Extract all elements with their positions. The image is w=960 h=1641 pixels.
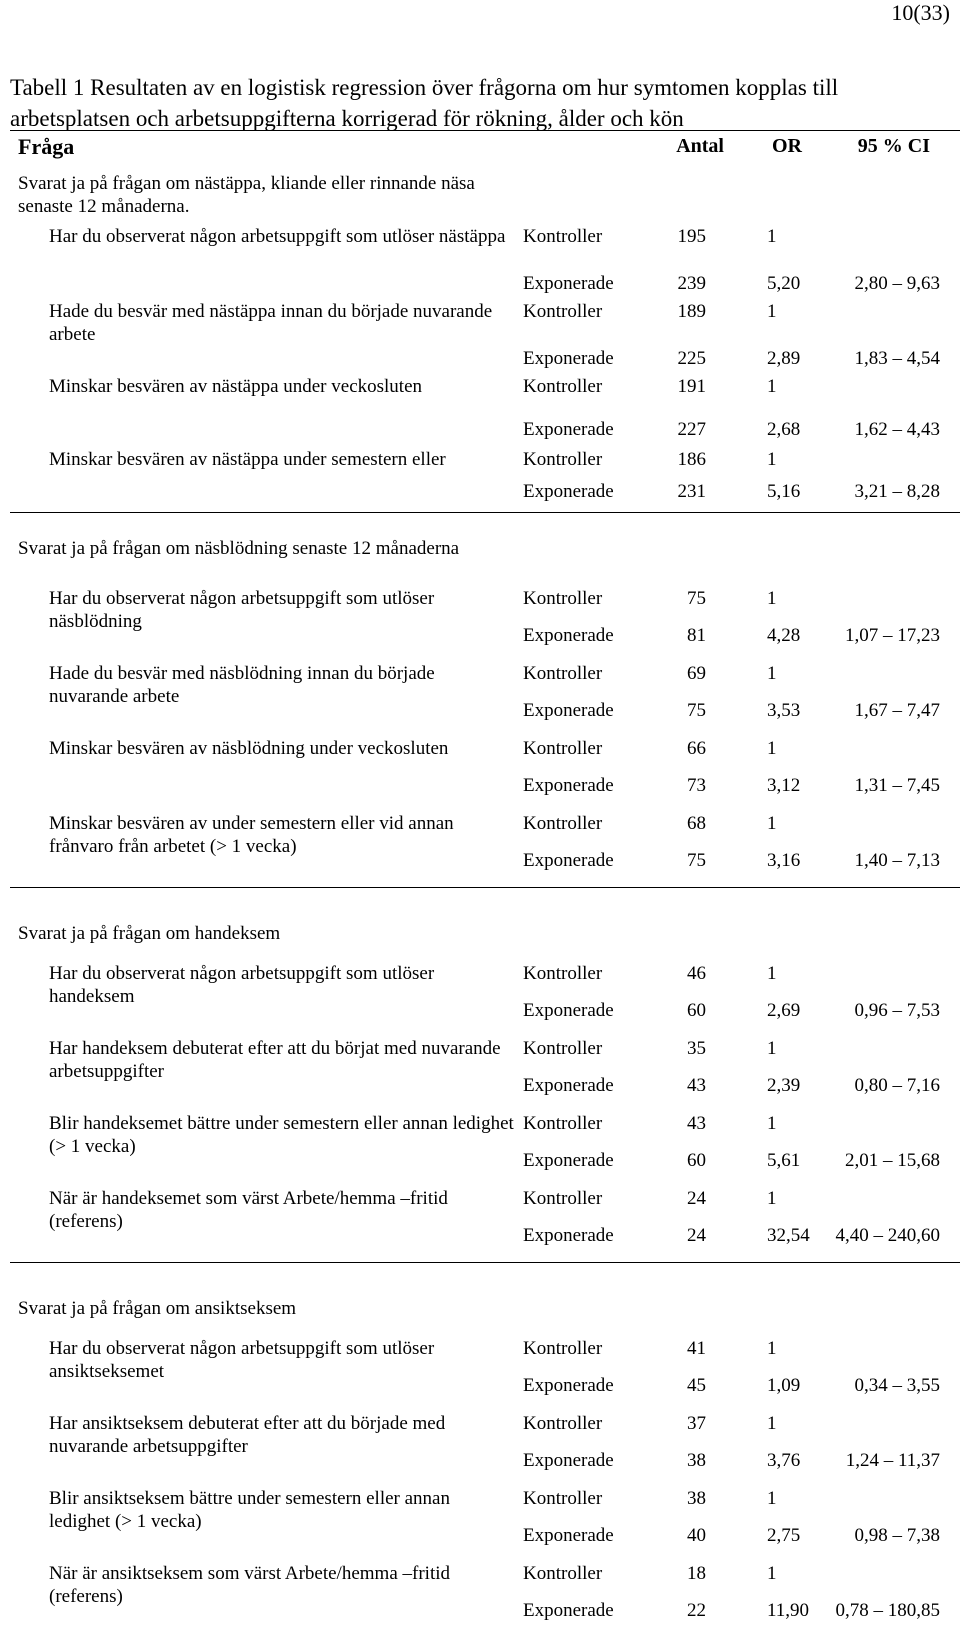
ci-value: 1,67 – 7,47	[854, 700, 940, 721]
ci-value: 3,21 – 8,28	[854, 481, 940, 502]
group-label: Kontroller	[523, 301, 603, 322]
group-label: Exponerade	[523, 1450, 614, 1471]
question-text: När är ansiktseksem som värst Arbete/hemma –fritid (referens)	[49, 1563, 451, 1608]
ci-value: 1,07 – 17,23	[845, 625, 940, 646]
count-value: 24	[687, 1188, 706, 1209]
column-header-or: OR	[772, 135, 802, 157]
section-title: Svarat ja på frågan om handeksem	[18, 923, 281, 944]
ci-value: 1,31 – 7,45	[854, 775, 940, 796]
or-value: 2,68	[767, 419, 801, 440]
group-label: Kontroller	[523, 588, 603, 609]
or-value: 3,76	[767, 1450, 801, 1471]
or-value: 2,75	[767, 1525, 801, 1546]
question-text: Har du observerat någon arbetsuppgift som utlöser handeksem	[49, 963, 435, 1008]
group-label: Kontroller	[523, 1038, 603, 1059]
or-value: 3,53	[767, 700, 801, 721]
or-value: 11,90	[767, 1600, 810, 1621]
page-number: 10(33)	[891, 0, 950, 25]
group-label: Kontroller	[523, 1488, 603, 1509]
column-header-count: Antal	[676, 135, 724, 157]
count-value: 41	[687, 1338, 706, 1359]
section-title: Svarat ja på frågan om näsblödning senaste 12 månaderna	[18, 538, 460, 559]
count-value: 43	[687, 1113, 706, 1134]
or-value: 3,16	[767, 850, 801, 871]
group-label: Kontroller	[523, 1563, 603, 1584]
ci-value: 1,24 – 11,37	[845, 1450, 940, 1471]
or-value: 3,12	[767, 775, 801, 796]
ci-value: 4,40 – 240,60	[835, 1225, 940, 1246]
count-value: 186	[677, 449, 706, 470]
group-label: Exponerade	[523, 850, 614, 871]
group-label: Exponerade	[523, 273, 614, 294]
question-text: Har handeksem debuterat efter att du börjat med nuvarande arbetsuppgifter	[49, 1038, 501, 1083]
count-value: 231	[677, 481, 706, 502]
count-value: 60	[687, 1000, 706, 1021]
question-text: Har du observerat någon arbetsuppgift som utlöser nästäppa	[49, 226, 506, 247]
or-value: 1	[767, 449, 777, 470]
group-label: Kontroller	[523, 1188, 603, 1209]
count-value: 225	[677, 348, 706, 369]
or-value: 1	[767, 1488, 777, 1509]
group-label: Exponerade	[523, 481, 614, 502]
ci-value: 1,40 – 7,13	[854, 850, 940, 871]
count-value: 189	[677, 301, 706, 322]
group-label: Exponerade	[523, 419, 614, 440]
or-value: 32,54	[767, 1225, 810, 1246]
ci-value: 1,83 – 4,54	[854, 348, 940, 369]
count-value: 75	[687, 850, 706, 871]
question-text: Minskar besvären av nästäppa under veckosluten	[49, 376, 423, 397]
group-label: Kontroller	[523, 376, 603, 397]
or-value: 2,69	[767, 1000, 801, 1021]
or-value: 1	[767, 376, 777, 397]
ci-value: 0,80 – 7,16	[854, 1075, 940, 1096]
count-value: 35	[687, 1038, 706, 1059]
count-value: 68	[687, 813, 706, 834]
group-label: Kontroller	[523, 1413, 603, 1434]
question-text: När är handeksemet som värst Arbete/hemma –fritid (referens)	[49, 1188, 448, 1233]
count-value: 75	[687, 588, 706, 609]
group-label: Kontroller	[523, 963, 603, 984]
table-caption: Tabell 1 Resultaten av en logistisk regression över frågorna om hur symtomen kopplas till arbetsplatsen och arbetsuppgifterna korrigerad för rökning, ålder och kön	[10, 75, 839, 131]
section-rule	[10, 1262, 960, 1263]
question-text: Minskar besvären av näsblödning under veckosluten	[49, 738, 449, 759]
group-label: Exponerade	[523, 1600, 614, 1621]
count-value: 191	[677, 376, 706, 397]
or-value: 1	[767, 1338, 777, 1359]
question-text: Minskar besvären av nästäppa under semestern eller	[49, 449, 446, 470]
group-label: Exponerade	[523, 625, 614, 646]
group-label: Exponerade	[523, 1525, 614, 1546]
ci-value: 0,98 – 7,38	[854, 1525, 940, 1546]
count-value: 24	[687, 1225, 706, 1246]
or-value: 4,28	[767, 625, 801, 646]
ci-value: 2,80 – 9,63	[854, 273, 940, 294]
count-value: 37	[687, 1413, 706, 1434]
count-value: 45	[687, 1375, 706, 1396]
or-value: 5,61	[767, 1150, 801, 1171]
count-value: 46	[687, 963, 706, 984]
group-label: Kontroller	[523, 449, 603, 470]
count-value: 81	[687, 625, 706, 646]
count-value: 195	[677, 226, 706, 247]
or-value: 2,39	[767, 1075, 801, 1096]
or-value: 1	[767, 963, 777, 984]
group-label: Kontroller	[523, 226, 603, 247]
group-label: Exponerade	[523, 348, 614, 369]
or-value: 1	[767, 588, 777, 609]
question-text: Blir handeksemet bättre under semestern eller annan ledighet (> 1 vecka)	[49, 1113, 514, 1158]
section-rule	[10, 512, 960, 513]
or-value: 1	[767, 1113, 777, 1134]
ci-value: 0,96 – 7,53	[854, 1000, 940, 1021]
or-value: 1,09	[767, 1375, 801, 1396]
or-value: 1	[767, 663, 777, 684]
or-value: 1	[767, 813, 777, 834]
count-value: 239	[677, 273, 706, 294]
ci-value: 1,62 – 4,43	[854, 419, 940, 440]
or-value: 2,89	[767, 348, 801, 369]
question-text: Har du observerat någon arbetsuppgift som utlöser näsblödning	[49, 588, 435, 633]
or-value: 1	[767, 301, 777, 322]
question-text: Hade du besvär med näsblödning innan du började nuvarande arbete	[49, 663, 435, 708]
group-label: Kontroller	[523, 738, 603, 759]
count-value: 227	[677, 419, 706, 440]
count-value: 38	[687, 1450, 706, 1471]
group-label: Exponerade	[523, 1150, 614, 1171]
question-text: Minskar besvären av under semestern eller vid annan frånvaro från arbetet (> 1 vecka)	[49, 813, 454, 858]
count-value: 22	[687, 1600, 706, 1621]
section-title: Svarat ja på frågan om ansiktseksem	[18, 1298, 297, 1319]
group-label: Kontroller	[523, 1338, 603, 1359]
question-text: Har ansiktseksem debuterat efter att du började med nuvarande arbetsuppgifter	[49, 1413, 446, 1458]
question-text: Har du observerat någon arbetsuppgift som utlöser ansiktseksemet	[49, 1338, 435, 1383]
or-value: 5,20	[767, 273, 801, 294]
or-value: 1	[767, 1563, 777, 1584]
count-value: 73	[687, 775, 706, 796]
group-label: Exponerade	[523, 775, 614, 796]
or-value: 1	[767, 1038, 777, 1059]
group-label: Exponerade	[523, 1000, 614, 1021]
section-rule	[10, 887, 960, 888]
question-text: Hade du besvär med nästäppa innan du började nuvarande arbete	[49, 301, 493, 346]
column-header-question: Fråga	[18, 134, 75, 159]
count-value: 18	[687, 1563, 706, 1584]
group-label: Exponerade	[523, 700, 614, 721]
count-value: 60	[687, 1150, 706, 1171]
or-value: 1	[767, 1188, 777, 1209]
count-value: 38	[687, 1488, 706, 1509]
ci-value: 2,01 – 15,68	[845, 1150, 940, 1171]
ci-value: 0,34 – 3,55	[854, 1375, 940, 1396]
count-value: 66	[687, 738, 706, 759]
header-top-rule	[10, 130, 960, 131]
group-label: Kontroller	[523, 663, 603, 684]
or-value: 1	[767, 1413, 777, 1434]
group-label: Kontroller	[523, 1113, 603, 1134]
count-value: 40	[687, 1525, 706, 1546]
question-text: Blir ansiktseksem bättre under semestern eller annan ledighet (> 1 vecka)	[49, 1488, 450, 1533]
group-label: Exponerade	[523, 1075, 614, 1096]
column-header-ci: 95 % CI	[857, 135, 930, 157]
or-value: 1	[767, 226, 777, 247]
or-value: 1	[767, 738, 777, 759]
group-label: Exponerade	[523, 1375, 614, 1396]
ci-value: 0,78 – 180,85	[835, 1600, 940, 1621]
group-label: Exponerade	[523, 1225, 614, 1246]
section-title: Svarat ja på frågan om nästäppa, kliande eller rinnande näsa senaste 12 månaderna.	[18, 173, 475, 218]
or-value: 5,16	[767, 481, 801, 502]
count-value: 69	[687, 663, 706, 684]
group-label: Kontroller	[523, 813, 603, 834]
count-value: 43	[687, 1075, 706, 1096]
count-value: 75	[687, 700, 706, 721]
